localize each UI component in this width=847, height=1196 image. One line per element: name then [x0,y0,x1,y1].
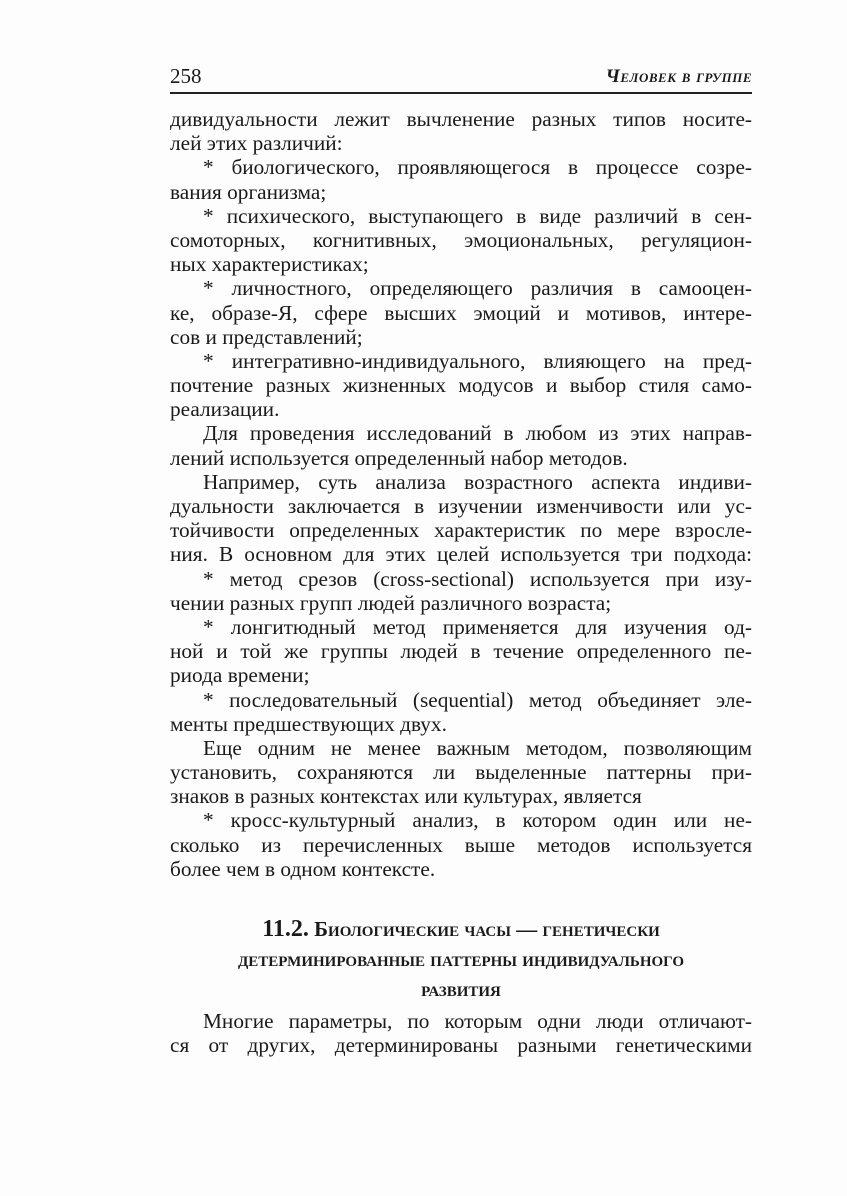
text-line: Для проведения исследований в любом из этих направ- [203,421,752,446]
text-line: почтение разных жизненных модусов и выбор стиля само- [170,373,752,398]
text-line: * интегративно-индивидуального, влияющего на пред- [203,348,752,373]
text-line: дуальности заключается в изучении изменчивости или ус- [170,494,752,518]
text-line: сколько из перечисленных выше методов используется [170,832,752,857]
text-line: дивидуальности лежит вычленение разных типов носите- [170,107,752,131]
text-line: знаков в разных контекстах или культурах, является [170,784,642,809]
text-line: ся от других, детерминированы разными генетическими [170,1033,752,1058]
text-line: * личностного, определяющего различия в самооцен- [203,276,752,301]
page-header [170,62,752,94]
text-line: лей этих различий: [170,131,343,156]
text-line: ных характеристиках; [170,252,369,277]
section-title-part-1: Биологические часы — генетически [314,917,660,941]
section-heading [170,914,752,1004]
text-line: * лонгитюдный метод применяется для изучения од- [203,614,752,639]
text-line: более чем в одном контексте. [170,856,436,881]
section-number: 11.2. [262,916,309,942]
text-line: Многие параметры, по которым одни люди отличают- [203,1009,752,1033]
section-title-part-3: развития [421,977,501,1001]
text-line: тойчивости определенных характеристик по мере взросле- [170,518,752,543]
text-line: * биологического, проявляющегося в процессе созре- [203,155,752,180]
body-text [170,107,752,881]
text-line: Например, суть анализа возрастного аспекта индиви- [203,469,752,494]
text-line: Еще одним не менее важным методом, позволяющим [203,735,752,760]
text-line: чении разных групп людей различного возраста; [170,590,612,615]
text-line: ния. В основном для этих целей используется три подхода: [170,542,752,567]
running-title: Человек в группе [605,66,752,87]
text-line: менты предшествующих двух. [170,711,447,736]
text-line: * кросс-культурный анализ, в котором один или не- [203,808,752,833]
text-line: сомоторных, когнитивных, эмоциональных, регуляцион- [170,227,752,252]
text-line: лений используется определенный набор методов. [170,445,628,470]
text-line: * последовательный (sequential) метод объединяет эле- [203,687,752,712]
text-line: риода времени; [170,663,310,688]
text-line: ке, образе-Я, сфере высших эмоций и мотивов, интере- [170,300,752,325]
section-heading-line-1 [170,914,752,944]
text-line: сов и представлений; [170,324,363,349]
text-line: реализации. [170,397,280,422]
after-heading-text [170,1009,752,1057]
text-line: вания организма; [170,179,327,204]
page-number: 258 [170,64,202,88]
text-line: * метод срезов (cross-sectional) используется при изу- [203,566,752,591]
text-line: ной и той же группы людей в течение определенного пе- [170,639,752,664]
section-title-part-2: детерминированные паттерны индивидуального [237,947,685,971]
text-line: * психического, выступающего в виде различий в сен- [203,203,752,228]
text-line: установить, сохраняются ли выделенные паттерны при- [170,760,752,785]
